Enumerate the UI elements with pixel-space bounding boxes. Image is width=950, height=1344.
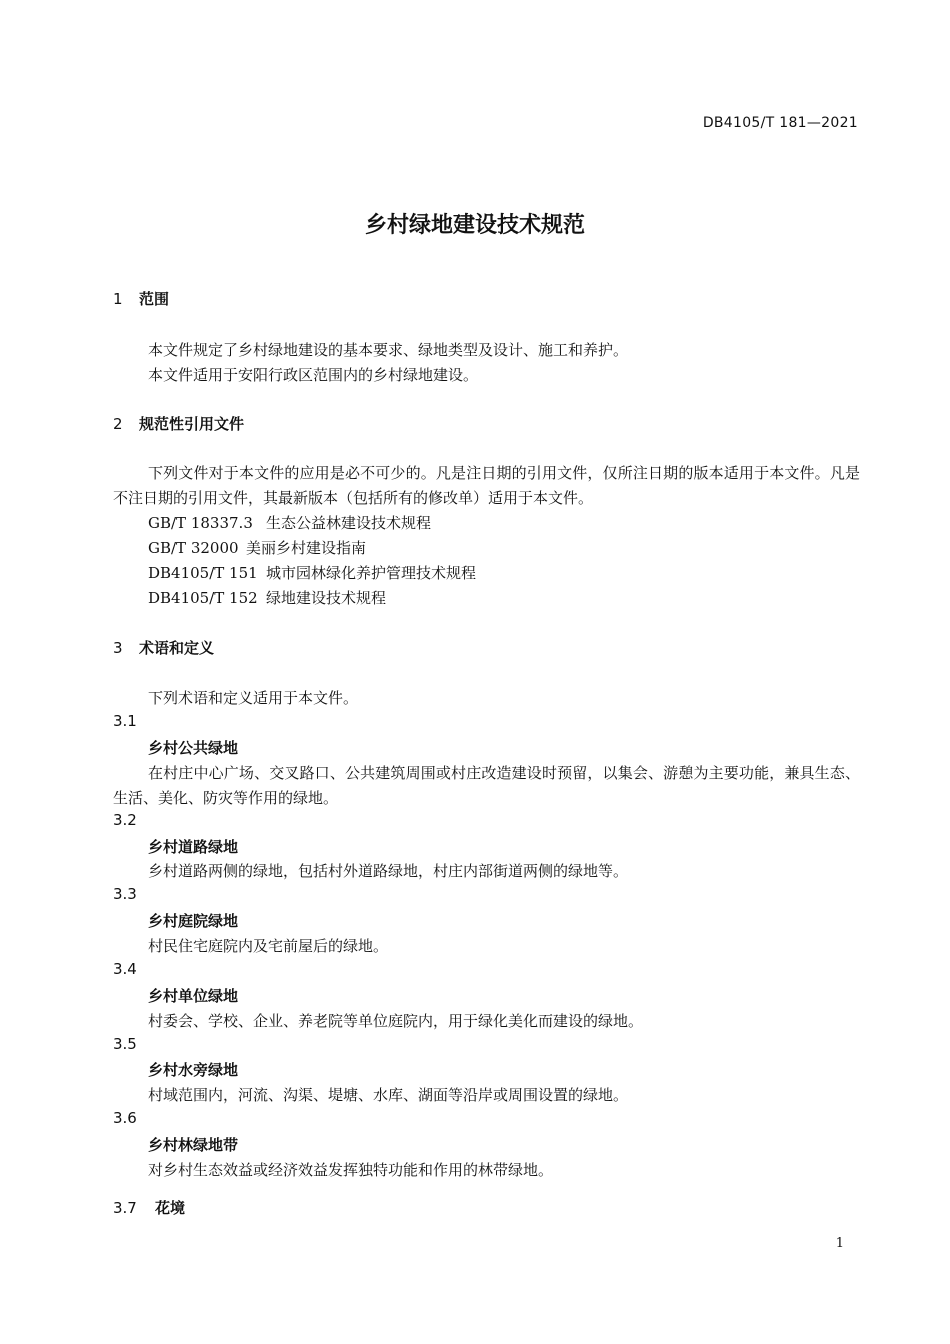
section-number: 2 bbox=[113, 415, 123, 433]
term-definition: 村域范围内，河流、沟渠、堤塘、水库、湖面等沿岸或周围设置的绿地。 bbox=[148, 1086, 629, 1104]
clause-number: 3.4 bbox=[113, 960, 137, 978]
paragraph: 下列文件对于本文件的应用是必不可少的。凡是注日期的引用文件，仅所注日期的版本适用于本文件。凡是不注日期的引用文件，其最新版本（包括所有的修改单）适用于本文件。 bbox=[113, 464, 860, 507]
term-name: 花境 bbox=[155, 1199, 186, 1217]
clause-number: 3.5 bbox=[113, 1035, 137, 1053]
term-name: 乡村单位绿地 bbox=[148, 987, 239, 1005]
term-name: 乡村水旁绿地 bbox=[148, 1061, 239, 1079]
term-definition: 村民住宅庭院内及宅前屋后的绿地。 bbox=[148, 937, 389, 955]
paragraph: 下列术语和定义适用于本文件。 bbox=[148, 689, 359, 707]
reference-item bbox=[148, 562, 476, 583]
term-name: 乡村公共绿地 bbox=[148, 739, 239, 757]
section-title: 术语和定义 bbox=[139, 639, 215, 657]
reference-item bbox=[148, 587, 386, 608]
section-number: 1 bbox=[113, 290, 123, 308]
term-name: 乡村林绿地带 bbox=[148, 1136, 239, 1154]
reference-title: 美丽乡村建设指南 bbox=[246, 539, 367, 557]
clause-number: 3.7 bbox=[113, 1199, 137, 1217]
reference-code: GB/T 32000 bbox=[148, 539, 239, 557]
section-heading-normative-references bbox=[113, 413, 244, 434]
clause-number: 3.6 bbox=[113, 1109, 137, 1127]
term-definition: 村委会、学校、企业、养老院等单位庭院内，用于绿化美化而建设的绿地。 bbox=[148, 1012, 644, 1030]
term-definition: 乡村道路两侧的绿地，包括村外道路绿地，村庄内部街道两侧的绿地等。 bbox=[148, 862, 629, 880]
section-heading-terms-and-definitions bbox=[113, 637, 214, 658]
reference-title: 城市园林绿化养护管理技术规程 bbox=[266, 564, 477, 582]
section-number: 3 bbox=[113, 639, 123, 657]
paragraph: 本文件规定了乡村绿地建设的基本要求、绿地类型及设计、施工和养护。 bbox=[148, 341, 629, 359]
term-definition: 在村庄中心广场、交叉路口、公共建筑周围或村庄改造建设时预留，以集会、游憩为主要功能，兼具生态、生活、美化、防灾等作用的绿地。 bbox=[113, 764, 860, 807]
page-number: 1 bbox=[835, 1236, 844, 1251]
section-heading-scope bbox=[113, 288, 169, 309]
paragraph: 本文件适用于安阳行政区范围内的乡村绿地建设。 bbox=[148, 366, 479, 384]
clause-number: 3.1 bbox=[113, 712, 137, 730]
reference-code: DB4105/T 151 bbox=[148, 564, 258, 582]
section-title: 范围 bbox=[139, 290, 170, 308]
reference-item bbox=[148, 512, 431, 533]
reference-title: 生态公益林建设技术规程 bbox=[266, 514, 432, 532]
document-number: DB4105/T 181—2021 bbox=[702, 115, 858, 131]
reference-code: DB4105/T 152 bbox=[148, 589, 258, 607]
clause-heading bbox=[113, 1197, 185, 1218]
reference-title: 绿地建设技术规程 bbox=[266, 589, 387, 607]
document-title: 乡村绿地建设技术规范 bbox=[364, 213, 585, 238]
reference-code: GB/T 18337.3 bbox=[148, 514, 253, 532]
term-definition: 对乡村生态效益或经济效益发挥独特功能和作用的林带绿地。 bbox=[148, 1161, 554, 1179]
term-name: 乡村道路绿地 bbox=[148, 838, 239, 856]
section-title: 规范性引用文件 bbox=[139, 415, 245, 433]
term-name: 乡村庭院绿地 bbox=[148, 912, 239, 930]
clause-number: 3.3 bbox=[113, 885, 137, 903]
clause-number: 3.2 bbox=[113, 811, 137, 829]
reference-item bbox=[148, 537, 366, 558]
